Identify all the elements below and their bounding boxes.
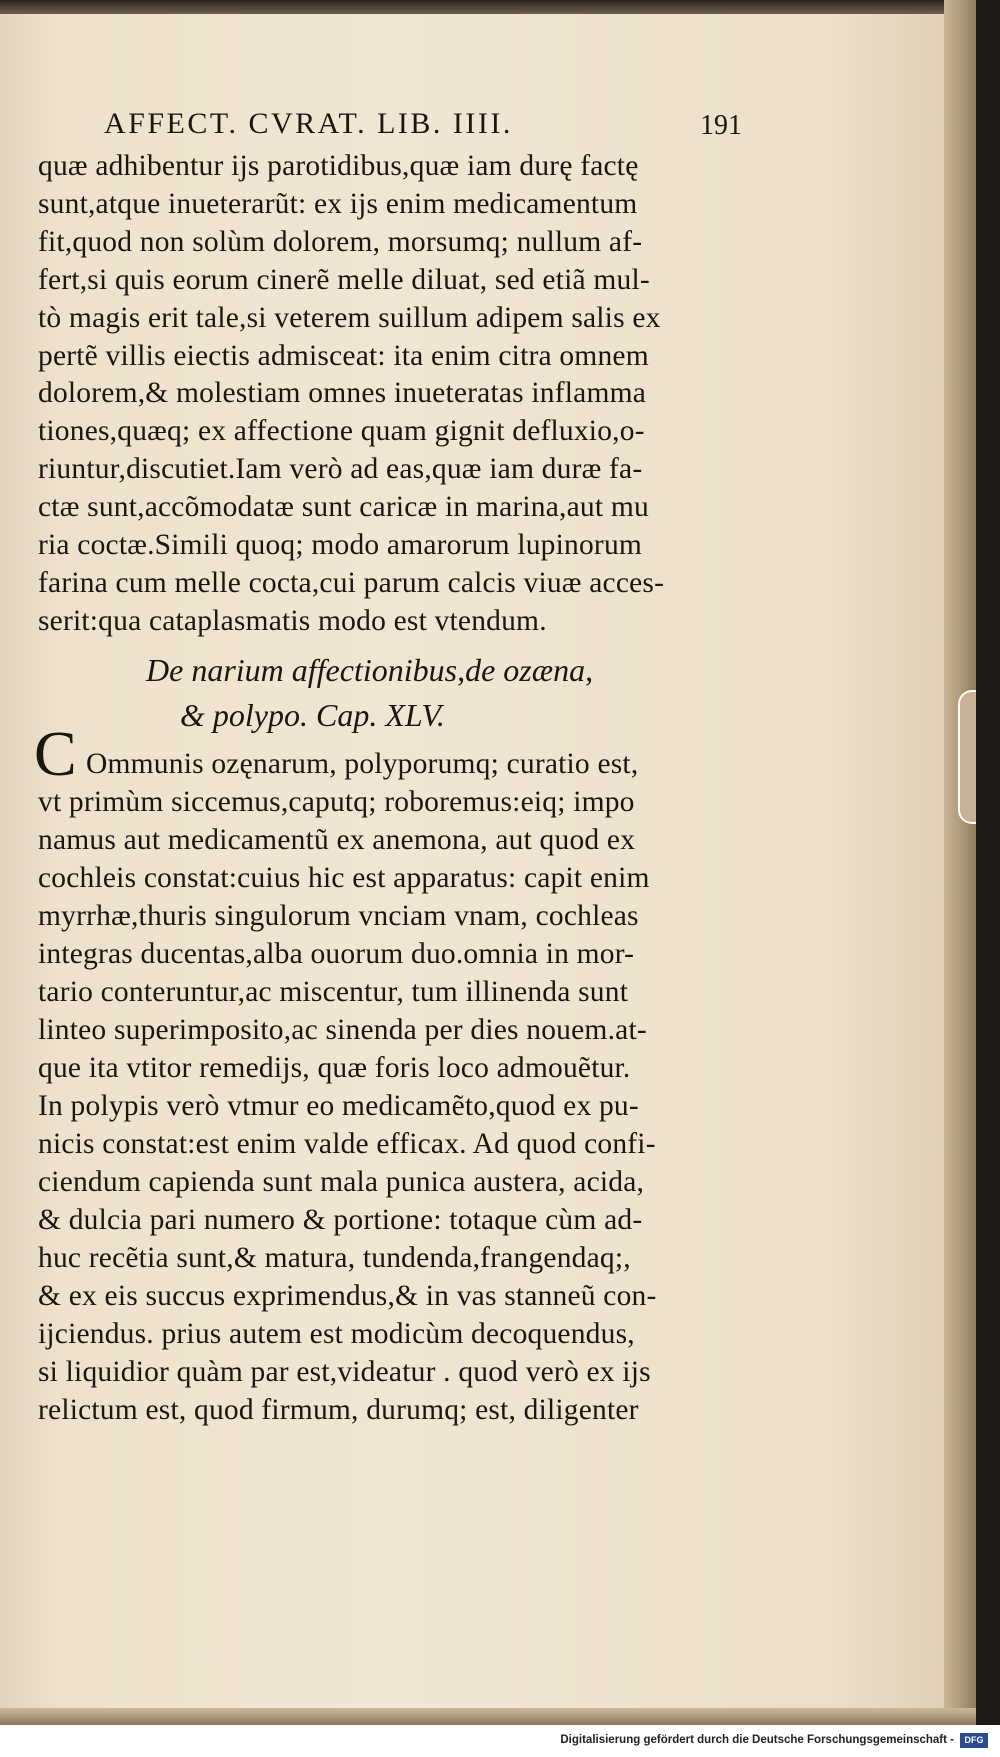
text-line: riuntur,discutiet.Iam verò ad eas,quæ iam duræ fa- (38, 453, 643, 486)
page-tab-marker (958, 690, 976, 824)
text-line: que ita vtitor remedijs, quæ foris loco admouẽtur. (38, 1052, 631, 1084)
chapter-title-line-1: De narium affectionibus,de ozæna, (146, 652, 594, 688)
text-line: serit:qua cataplasmatis modo est vtendum. (38, 604, 547, 637)
text-line: pertẽ villis eiectis admisceat: ita enim citra omnem (38, 339, 649, 372)
text-line: & ex eis succus exprimendus,& in vas stanneũ con- (38, 1280, 657, 1312)
text-line: farina cum melle cocta,cui parum calcis viuæ acces- (38, 566, 665, 599)
text-line: myrrhæ,thuris singulorum vnciam vnam, cochleas (38, 900, 639, 932)
text-line: ijciendus. prius autem est modicùm decoquendus, (38, 1318, 635, 1350)
text-line: integras ducentas,alba ouorum duo.omnia in mor- (38, 938, 635, 970)
text-line: tò magis erit tale,si veterem suillum adipem salis ex (38, 301, 661, 334)
text-line: tiones,quæq; ex affectione quam gignit defluxio,o- (38, 415, 645, 448)
text-line: namus aut medicamentũ ex anemona, aut quod ex (38, 824, 636, 856)
text-line: ria coctæ.Simili quoq; modo amarorum lupinorum (38, 529, 643, 561)
text-line: fit,quod non solùm dolorem, morsumq; nullum af- (38, 225, 643, 258)
text-line: vt primùm siccemus,caputq; roboremus:eiq; impo (38, 786, 635, 818)
text-line: dolorem,& molestiam omnes inueteratas inflamma (38, 377, 647, 410)
text-line: tario conteruntur,ac miscentur, tum illinenda sunt (38, 976, 629, 1008)
dfg-logo: DFG (960, 1733, 988, 1748)
text-line: ctæ sunt,accõmodatæ sunt caricæ in marina,aut mu (38, 491, 649, 524)
text-line: si liquidior quàm par est,videatur . quod verò ex ijs (38, 1356, 651, 1388)
initial-letter: C (34, 718, 77, 789)
footer-credit: Digitalisierung gefördert durch die Deutsche Forschungsgemeinschaft - (560, 1734, 954, 1746)
text-line: ciendum capienda sunt mala punica austera, acida, (38, 1166, 645, 1198)
text-line: quæ adhibentur ijs parotidibus,quæ iam durę factę (38, 150, 639, 182)
text-line: fert,si quis eorum cinerẽ melle diluat, sed etiã mul- (38, 263, 650, 296)
running-title: AFFECT. CVRAT. LIB. IIII. (104, 107, 513, 140)
page-right-edge (944, 0, 976, 1725)
text-line: cochleis constat:cuius hic est apparatus: capit enim (38, 862, 650, 894)
text-line: relictum est, quod firmum, durumq; est, diligenter (38, 1394, 639, 1426)
paragraph-2-first-line: Ommunis ozęnarum, polyporumq; curatio est, (86, 748, 639, 780)
page-top-edge (0, 0, 976, 14)
page-bottom-edge (0, 1708, 976, 1725)
text-line: & dulcia pari numero & portione: totaque cùm ad- (38, 1204, 643, 1236)
text-line: sunt,atque inueterarũt: ex ijs enim medicamentum (38, 187, 638, 220)
text-line: linteo superimposito,ac sinenda per dies nouem.at- (38, 1014, 647, 1046)
chapter-title-line-2: & polypo. Cap. XLV. (180, 697, 445, 733)
digitization-footer (0, 1725, 1000, 1757)
text-line: huc recẽtia sunt,& matura, tundenda,frangendaq;, (38, 1242, 631, 1274)
text-line: nicis constat:est enim valde efficax. Ad quod confi- (38, 1128, 656, 1160)
page-number: 191 (700, 110, 742, 141)
text-line: In polypis verò vtmur eo medicamẽto,quod ex pu- (38, 1090, 639, 1122)
